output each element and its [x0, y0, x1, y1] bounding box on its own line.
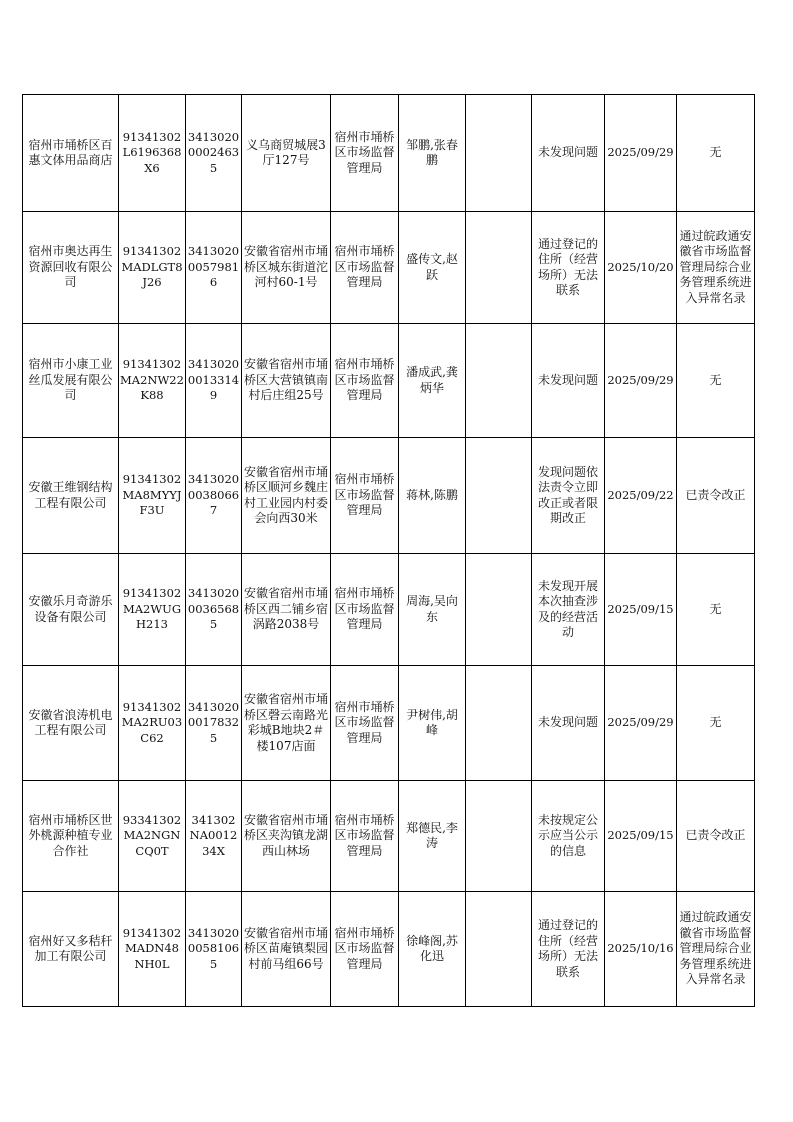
- handling-cell: 无: [677, 95, 755, 212]
- company-name-cell: 安徽乐月奇游乐设备有限公司: [23, 554, 119, 666]
- date-cell: 2025/10/20: [605, 212, 677, 324]
- inspectors-cell: 周海,吴向东: [399, 554, 466, 666]
- company-name-cell: 宿州市奥达再生资源回收有限公司: [23, 212, 119, 324]
- company-name-cell: 宿州好又多秸秆加工有限公司: [23, 892, 119, 1007]
- registration-number-cell: 341302000380667: [186, 438, 242, 554]
- result-cell: 未发现问题: [532, 95, 605, 212]
- result-cell: 未发现问题: [532, 666, 605, 781]
- blank-cell: [466, 212, 532, 324]
- handling-cell: 已责令改正: [677, 781, 755, 892]
- result-cell: 未发现问题: [532, 324, 605, 438]
- date-cell: 2025/09/15: [605, 554, 677, 666]
- inspectors-cell: 尹树伟,胡峰: [399, 666, 466, 781]
- handling-cell: 无: [677, 666, 755, 781]
- credit-code-cell: 91341302MADN48NH0L: [119, 892, 186, 1007]
- inspectors-cell: 徐峰阁,苏化迅: [399, 892, 466, 1007]
- table-row: [23, 666, 755, 781]
- table-row: [23, 892, 755, 1007]
- authority-cell: 宿州市埇桥区市场监督管理局: [331, 212, 399, 324]
- inspectors-cell: 蒋林,陈鹏: [399, 438, 466, 554]
- inspectors-cell: 郑德民,李涛: [399, 781, 466, 892]
- result-cell: 未发现开展本次抽查涉及的经营活动: [532, 554, 605, 666]
- address-cell: 安徽省宿州市埇桥区城东街道沱河村60-1号: [242, 212, 331, 324]
- table-row: [23, 95, 755, 212]
- blank-cell: [466, 95, 532, 212]
- registration-number-cell: 341302000178325: [186, 666, 242, 781]
- table-body: [23, 95, 755, 1007]
- date-cell: 2025/09/15: [605, 781, 677, 892]
- blank-cell: [466, 666, 532, 781]
- address-cell: 安徽省宿州市埇桥区苗庵镇梨园村前马组66号: [242, 892, 331, 1007]
- authority-cell: 宿州市埇桥区市场监督管理局: [331, 95, 399, 212]
- address-cell: 安徽省宿州市埇桥区大营镇镇南村后庄组25号: [242, 324, 331, 438]
- authority-cell: 宿州市埇桥区市场监督管理局: [331, 666, 399, 781]
- address-cell: 安徽省宿州市埇桥区磬云南路光彩城B地块2＃楼107店面: [242, 666, 331, 781]
- table-row: [23, 212, 755, 324]
- table-row: [23, 554, 755, 666]
- credit-code-cell: 91341302MADLGT8J26: [119, 212, 186, 324]
- registration-number-cell: 341302000581065: [186, 892, 242, 1007]
- inspectors-cell: 潘成武,龚炳华: [399, 324, 466, 438]
- result-cell: 发现问题依法责令立即改正或者限期改正: [532, 438, 605, 554]
- inspection-results-table: [22, 94, 755, 1007]
- date-cell: 2025/09/29: [605, 324, 677, 438]
- blank-cell: [466, 438, 532, 554]
- date-cell: 2025/10/16: [605, 892, 677, 1007]
- address-cell: 义乌商贸城展3厅127号: [242, 95, 331, 212]
- table-row: [23, 324, 755, 438]
- result-cell: 通过登记的住所（经营场所）无法联系: [532, 212, 605, 324]
- credit-code-cell: 91341302MA2NW22K88: [119, 324, 186, 438]
- result-cell: 通过登记的住所（经营场所）无法联系: [532, 892, 605, 1007]
- company-name-cell: 安徽省浪涛机电工程有限公司: [23, 666, 119, 781]
- date-cell: 2025/09/29: [605, 95, 677, 212]
- registration-number-cell: 341302000579816: [186, 212, 242, 324]
- date-cell: 2025/09/22: [605, 438, 677, 554]
- inspectors-cell: 邹鹏,张春鹏: [399, 95, 466, 212]
- credit-code-cell: 91341302MA2RU03C62: [119, 666, 186, 781]
- address-cell: 安徽省宿州市埇桥区西二铺乡宿涡路2038号: [242, 554, 331, 666]
- registration-number-cell: 341302NA001234X: [186, 781, 242, 892]
- address-cell: 安徽省宿州市埇桥区顺河乡魏庄村工业园内村委会向西30米: [242, 438, 331, 554]
- date-cell: 2025/09/29: [605, 666, 677, 781]
- credit-code-cell: 91341302MA8MYYJF3U: [119, 438, 186, 554]
- handling-cell: 通过皖政通安徽省市场监督管理局综合业务管理系统进入异常名录: [677, 212, 755, 324]
- authority-cell: 宿州市埇桥区市场监督管理局: [331, 438, 399, 554]
- handling-cell: 无: [677, 324, 755, 438]
- credit-code-cell: 93341302MA2NGNCQ0T: [119, 781, 186, 892]
- company-name-cell: 宿州市小康工业丝瓜发展有限公司: [23, 324, 119, 438]
- address-cell: 安徽省宿州市埇桥区夹沟镇龙湖西山林场: [242, 781, 331, 892]
- credit-code-cell: 91341302L6196368X6: [119, 95, 186, 212]
- blank-cell: [466, 781, 532, 892]
- registration-number-cell: 341302000365685: [186, 554, 242, 666]
- company-name-cell: 安徽王维钢结构工程有限公司: [23, 438, 119, 554]
- registration-number-cell: 341302000133149: [186, 324, 242, 438]
- blank-cell: [466, 892, 532, 1007]
- blank-cell: [466, 324, 532, 438]
- authority-cell: 宿州市埇桥区市场监督管理局: [331, 554, 399, 666]
- inspectors-cell: 盛传文,赵跃: [399, 212, 466, 324]
- result-cell: 未按规定公示应当公示的信息: [532, 781, 605, 892]
- authority-cell: 宿州市埇桥区市场监督管理局: [331, 324, 399, 438]
- blank-cell: [466, 554, 532, 666]
- company-name-cell: 宿州市埇桥区百惠文体用品商店: [23, 95, 119, 212]
- table-row: [23, 781, 755, 892]
- registration-number-cell: 341302000024635: [186, 95, 242, 212]
- table-row: [23, 438, 755, 554]
- credit-code-cell: 91341302MA2WUGH213: [119, 554, 186, 666]
- handling-cell: 无: [677, 554, 755, 666]
- company-name-cell: 宿州市埇桥区世外桃源种植专业合作社: [23, 781, 119, 892]
- authority-cell: 宿州市埇桥区市场监督管理局: [331, 892, 399, 1007]
- handling-cell: 通过皖政通安徽省市场监督管理局综合业务管理系统进入异常名录: [677, 892, 755, 1007]
- handling-cell: 已责令改正: [677, 438, 755, 554]
- authority-cell: 宿州市埇桥区市场监督管理局: [331, 781, 399, 892]
